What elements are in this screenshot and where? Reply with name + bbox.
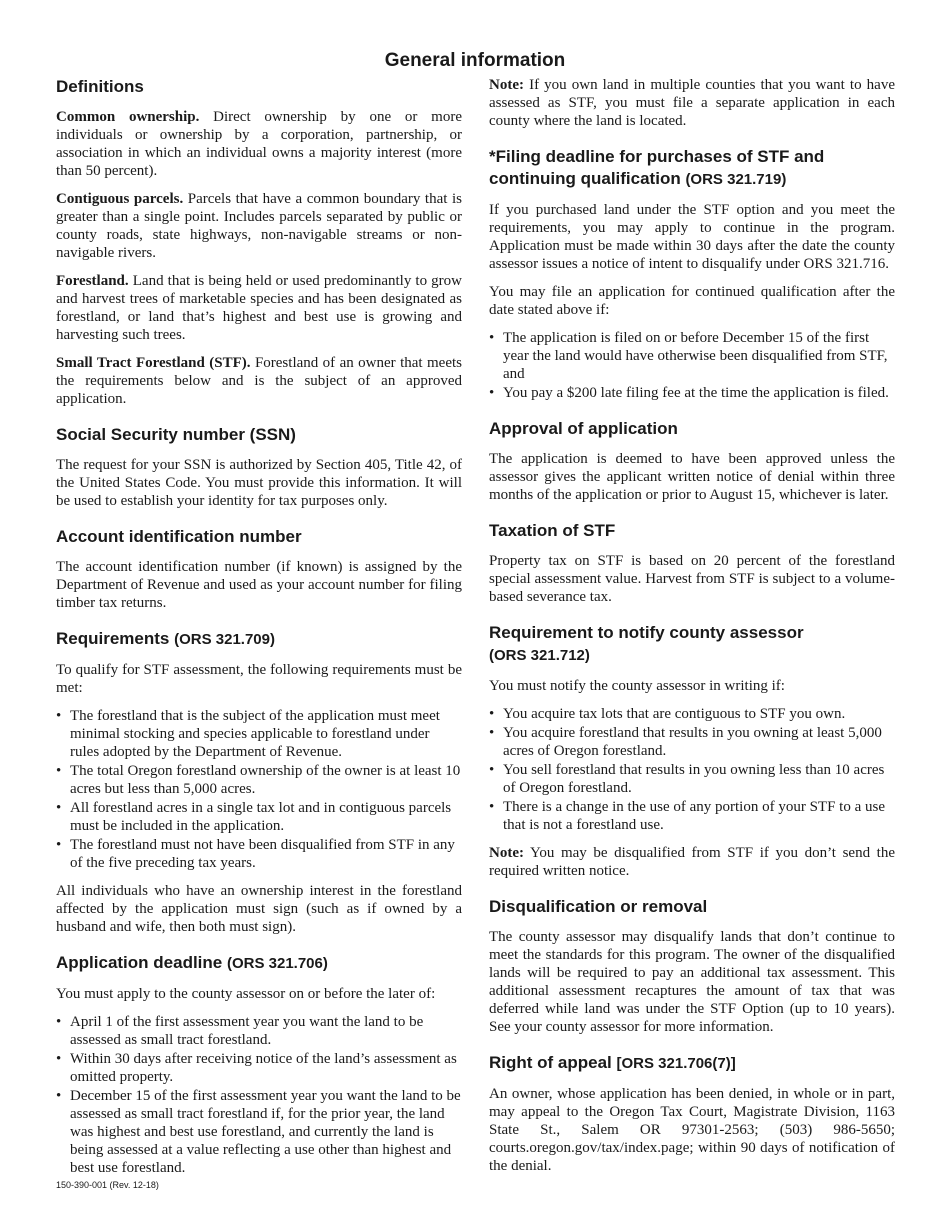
list-item: • December 15 of the first assessment year you want the land to be assessed as small tract forestland if, for the prior year, the land was highest and best use forestland, and currently the land is being assessed at a value reflecting a use other than highest and best use forestland. [56,1087,462,1177]
deadline-intro: You must apply to the county assessor on or before the later of: [56,986,436,1002]
note-label: Note: [489,845,524,861]
filing-ref: (ORS 321.719) [685,171,787,188]
definitions-heading: Definitions [56,77,144,96]
note-label: Note: [489,77,524,93]
approval-heading: Approval of application [489,419,678,438]
list-item: • The total Oregon forestland ownership of the owner is at least 10 acres but less than 5,000 acres. [56,762,462,798]
right-column [489,76,895,1191]
definition-forestland [56,272,462,344]
list-item: • You acquire tax lots that are contiguous to STF you own. [489,705,895,723]
taxation-section [489,520,895,606]
deadline-section [56,952,462,1177]
ssn-heading: Social Security number (SSN) [56,425,296,444]
form-number-footer: 150-390-001 (Rev. 12-18) [56,1180,159,1190]
definition-text: Direct ownership by one or more individuals or ownership by a corporation, partnership, or association in which an individual owns a majority interest (more than 50 percent). [56,109,462,179]
account-heading: Account identification number [56,527,302,546]
deadline-heading-text: Application deadline [56,953,227,972]
requirements-ref: (ORS 321.709) [174,631,275,648]
list-item: • The forestland that is the subject of the application must meet minimal stocking and species applicable to forestland under rules adopted by the Department of Revenue. [56,707,462,761]
deadline-heading [56,952,462,975]
disqualification-heading: Disqualification or removal [489,897,708,916]
taxation-text: Property tax on STF is based on 20 percent of the forestland special assessment value. Harvest from STF is subject to a volume-based severance tax. [489,553,895,605]
deadline-ref: (ORS 321.706) [226,955,328,972]
multiple-counties-note [489,76,895,130]
list-item: • You acquire forestland that results in you owning at least 5,000 acres of Oregon forestland. [489,724,895,760]
list-item: • April 1 of the first assessment year you want the land to be assessed as small tract forestland. [56,1013,462,1049]
page-title: General information [384,50,566,71]
appeal-section [489,1052,895,1175]
notify-note [489,844,895,880]
definitions-section [56,76,462,408]
appeal-heading [489,1052,895,1075]
notify-ref: (ORS 321.712) [489,647,590,664]
list-item: • All forestland acres in a single tax lot and in contiguous parcels must be included in the application. [56,799,462,835]
ssn-section [56,424,462,510]
definition-stf [56,354,462,408]
deadline-list [56,1013,462,1177]
definition-term: Contiguous parcels. [56,191,184,207]
disqualification-text: The county assessor may disqualify lands that don’t continue to meet the standards for this program. The owner of the disqualified lands will be required to pay an additional tax assessment. This additional assessment recaptures the amount of tax that was deferred while land was under the STF Option (up to 10 years). See your county assessor for more information. [489,929,895,1035]
definition-text: Parcels that have a common boundary that is greater than a single point. Includes parcels separated by public or county roads, state highways, non-navigable streams or non-navigable rivers. [56,191,462,261]
account-section [56,526,462,612]
filing-heading [489,146,895,191]
filing-p2: You may file an application for continued qualification after the date stated above if: [489,284,895,318]
requirements-heading [56,628,462,651]
list-item: • The application is filed on or before December 15 of the first year the land would have otherwise been disqualified from STF, and [489,329,895,383]
account-text: The account identification number (if known) is assigned by the Department of Revenue and used as your account number for filing timber tax returns. [56,559,462,611]
definition-term: Forestland. [56,273,129,289]
definition-term: Small Tract Forestland (STF). [56,355,251,371]
approval-text: The application is deemed to have been approved unless the assessor gives the applicant written notice of denial within three months of the application or prior to August 15, whichever is later. [489,451,895,503]
note-text: You may be disqualified from STF if you don’t send the required written notice. [489,845,895,879]
filing-p1: If you purchased land under the STF option and you meet the requirements, you may apply to continue in the program. Application must be made within 30 days after the date the county assessor issues a notice of intent to disqualify under ORS 321.716. [489,202,895,272]
approval-section [489,418,895,504]
appeal-text: An owner, whose application has been denied, in whole or in part, may appeal to the Oregon Tax Court, Magistrate Division, 1163 State St., Salem OR 97301-2563; (503) 986-5650; courts.oregon.gov/tax/index.page; within 90 days of notification of the denial. [489,1086,895,1174]
definition-contiguous-parcels [56,190,462,262]
note-text: If you own land in multiple counties that you want to have assessed as STF, you must file a separate application in each county where the land is located. [489,77,895,129]
notify-list [489,705,895,834]
appeal-heading-text: Right of appeal [489,1053,617,1072]
filing-list [489,329,895,402]
list-item: • There is a change in the use of any portion of your STF to a use that is not a forestland use. [489,798,895,834]
left-column [56,76,462,1193]
definition-term: Common ownership. [56,109,200,125]
requirements-section [56,628,462,936]
appeal-ref: [ORS 321.706(7)] [616,1055,736,1072]
requirements-heading-text: Requirements [56,629,175,648]
filing-heading-text: *Filing deadline for purchases of STF and continuing qualification [489,147,825,188]
list-item: • Within 30 days after receiving notice of the land’s assessment as omitted property. [56,1050,462,1086]
requirements-outro: All individuals who have an ownership interest in the forestland affected by the application must sign (such as if owned by a husband and wife, then both must sign). [56,883,462,935]
requirements-list [56,707,462,872]
definition-common-ownership [56,108,462,180]
filing-section [489,146,895,402]
taxation-heading: Taxation of STF [489,521,616,540]
disqualification-section [489,896,895,1036]
notify-heading [489,622,895,667]
notify-heading-text: Requirement to notify county assessor [489,623,804,642]
list-item: • You sell forestland that results in you owning less than 10 acres of Oregon forestland. [489,761,895,797]
definition-text: Land that is being held or used predominantly to grow and harvest trees of marketable species and has been designated as forestland, or land that’s highest and best use is growing and harvesting such trees. [56,273,462,343]
definition-text: Forestland of an owner that meets the requirements below and is the subject of an approved application. [56,355,462,407]
ssn-text: The request for your SSN is authorized by Section 405, Title 42, of the United States Code. You must provide this information. It will be used to establish your identity for tax purposes only. [56,457,462,509]
list-item: • The forestland must not have been disqualified from STF in any of the five preceding tax years. [56,836,462,872]
notify-intro: You must notify the county assessor in writing if: [489,678,785,694]
notify-section [489,622,895,880]
requirements-intro: To qualify for STF assessment, the following requirements must be met: [56,662,462,696]
list-item: • You pay a $200 late filing fee at the time the application is filed. [489,384,895,402]
